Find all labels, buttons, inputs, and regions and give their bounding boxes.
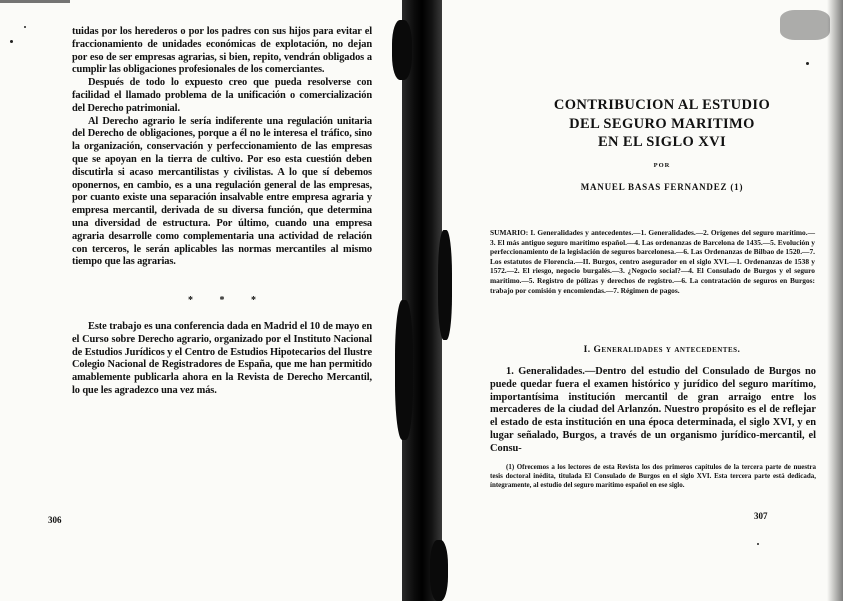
- left-paragraph-1: tuidas por los herederos o por los padres con sus hijos para evitar el fraccionamiento de unidades económicas de explotación, no dejan por eso de ser empresas agrarias, si bien, repito, vendrán obligados a cumplir las obligaciones profesionales de los comerciantes.: [72, 26, 372, 76]
- scan-noise: [780, 10, 830, 40]
- footnote-text: (1) Ofrecemos a los lectores de esta Revista los dos primeros capítulos de la tercera parte de nuestra tesis doctoral inédita, titulada El Consulado de Burgos en el siglo XVI. Esta tercera parte está dedicada, íntegramente, al estudio del seguro marítimo español en ese siglo.: [490, 463, 816, 489]
- left-page: [0, 0, 402, 601]
- scan-speck: [757, 543, 759, 545]
- right-body: [490, 366, 816, 456]
- page-number-right: 307: [754, 511, 768, 521]
- title-line-2: DEL SEGURO MARITIMO: [569, 115, 755, 132]
- right-page: [442, 0, 843, 601]
- gutter-shadow: [392, 20, 412, 80]
- left-paragraph-2: Después de todo lo expuesto creo que pueda resolverse con facilidad el llamado problema de la unificación o comercialización del Derecho patrimonial.: [72, 77, 372, 114]
- scan-noise: [0, 0, 70, 3]
- page-number-left: 306: [48, 515, 62, 525]
- article-title: [482, 96, 842, 152]
- summary-text: SUMARIO: I. Generalidades y antecedentes.—1. Generalidades.—2. Orígenes del seguro marítimo.—3. El más antiguo seguro marítimo español.—4. Las ordenanzas de Barcelona de 1435.—5. Evolución y perfeccionamiento de la legislación de seguros barcelonesa.—6. Las Ordenanzas de Bilbao de 1520.—7. Los estatutos de Florencia.—II. Burgos, centro asegurador en el siglo XVI.—1. Ordenanzas de 1538 y 1572.—2. El riesgo, negocio burgalés.—3. ¿Negocio social?—4. El Consulado de Burgos y el seguro marítimo.—5. Registro de pólizas y derechos de registro.—6. La contratación de seguros en Burgos: trabajo por comisión y encomiendas.—7. Régimen de pagos.: [490, 228, 815, 295]
- book-gutter: [402, 0, 442, 601]
- left-paragraph-3: Al Derecho agrario le sería indiferente una regulación unitaria del Derecho de obligaciones, porque a él no le interesa el tráfico, sino la organización, conservación y perfeccionamiento de las empresas que se apoyan en la tierra de cultivo. Por eso esta cuestión deben discutirla si acaso mercantilistas y civilistas. A lo que sí debemos oponernos, en cambio, es a una regulación general de las empresas, por cuanto existe una separación insalvable entre empresa agraria y empresa mercantil, derivada de su diversa función, que determina una diversidad de estructura. Por último, cuando una empresa agraria desarrolle como complementaria una actividad de relación con terceros, le serán aplicables las normas mercantiles al mismo tiempo que las agrarias.: [72, 115, 372, 268]
- scan-speck: [806, 62, 809, 65]
- scan-speck: [24, 26, 26, 28]
- title-line-3: EN EL SIGLO XVI: [597, 134, 727, 150]
- article-author: MANUEL BASAS FERNANDEZ (1): [580, 182, 744, 192]
- right-paragraph-1: 1. Generalidades.—Dentro del estudio del Consulado de Burgos no puede quedar fuera el examen histórico y jurídico del seguro marítimo, importantísima institución mercantil de gran arraigo entre los mercaderes de la ciudad del Arlanzón. Nuestro propósito es el de reflejar el estado de esta institución en una época determinada, el siglo XVI, y en lugar señalado, Burgos, a través de un organismo jurídico-mercantil, el Consu-: [490, 366, 816, 454]
- section-separator: * * *: [188, 295, 268, 306]
- summary-block: [490, 228, 815, 295]
- footnote: [490, 463, 816, 489]
- gutter-shadow: [395, 300, 413, 440]
- title-line-1: CONTRIBUCION AL ESTUDIO: [553, 97, 771, 113]
- scan-edge-shadow: [827, 0, 843, 601]
- left-page-text: [72, 26, 372, 269]
- section-heading: I. Generalidades y antecedentes.: [583, 345, 741, 355]
- scan-speck: [10, 40, 13, 43]
- byline-por: POR: [653, 162, 671, 169]
- lecture-note: Este trabajo es una conferencia dada en Madrid el 10 de mayo en el Curso sobre Derecho agrario, organizado por el Instituto Nacional de Estudios Jurídicos y el Centro de Estudios Hipotecarios del Ilustre Colegio Nacional de Registradores de España, que me han permitido amablemente publicarla ahora en la Revista de Derecho Mercantil, lo que les agradezco una vez más.: [72, 321, 372, 396]
